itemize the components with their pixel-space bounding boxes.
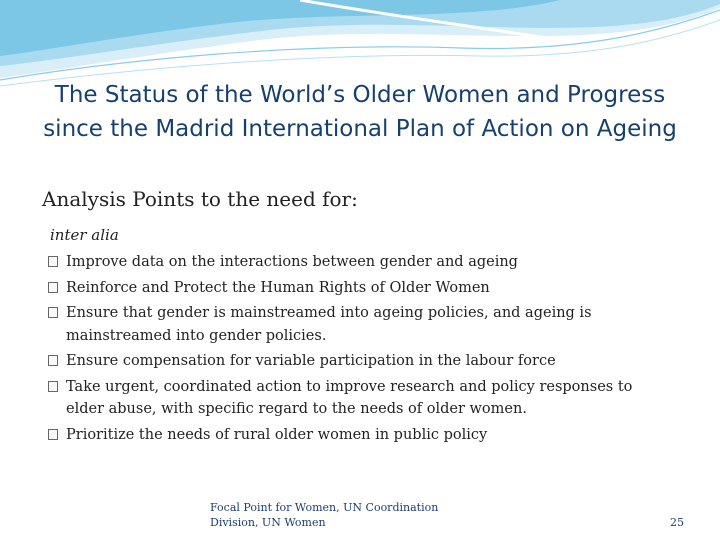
- checkbox-bullet-icon: [48, 282, 58, 293]
- bullet-item: [48, 376, 678, 421]
- page-number: 25: [670, 516, 684, 529]
- bullet-text: Ensure compensation for variable participation in the labour force: [66, 353, 556, 369]
- footer-credit: [210, 500, 460, 530]
- bullet-text: Ensure that gender is mainstreamed into ageing policies, and ageing is: [66, 305, 592, 321]
- slide-title: [30, 78, 690, 146]
- checkbox-bullet-icon: [48, 256, 58, 267]
- bullet-text: Improve data on the interactions between gender and ageing: [66, 254, 518, 270]
- bullet-text: Reinforce and Protect the Human Rights of Older Women: [66, 279, 490, 296]
- checkbox-bullet-icon: [48, 355, 58, 366]
- bullet-item: [48, 302, 678, 347]
- bullet-item: [48, 350, 678, 373]
- bullet-item: [48, 277, 678, 300]
- footer-credit-line-2: Division, UN Women: [210, 516, 326, 529]
- slide-title-line-1: The Status of the World’s Older Women and Progress: [54, 82, 666, 108]
- bullet-item: [48, 424, 678, 447]
- checkbox-bullet-icon: [48, 381, 58, 392]
- bullet-text-continued: mainstreamed into gender policies.: [66, 327, 327, 344]
- bullet-text: Take urgent, coordinated action to improve research and policy responses to: [66, 378, 633, 395]
- bullet-list: [48, 251, 678, 449]
- inter-alia-label: inter alia: [50, 226, 119, 244]
- header-wave-decoration: [0, 0, 720, 90]
- checkbox-bullet-icon: [48, 307, 58, 318]
- bullet-text-continued: elder abuse, with specific regard to the needs of older women.: [66, 401, 527, 417]
- slide-title-line-2: since the Madrid International Plan of Action on Ageing: [43, 116, 677, 142]
- analysis-subheading: Analysis Points to the need for:: [42, 187, 358, 211]
- bullet-text: Prioritize the needs of rural older women in public policy: [66, 426, 488, 443]
- footer-credit-line-1: Focal Point for Women, UN Coordination: [210, 501, 439, 514]
- checkbox-bullet-icon: [48, 429, 58, 440]
- bullet-item: [48, 251, 678, 274]
